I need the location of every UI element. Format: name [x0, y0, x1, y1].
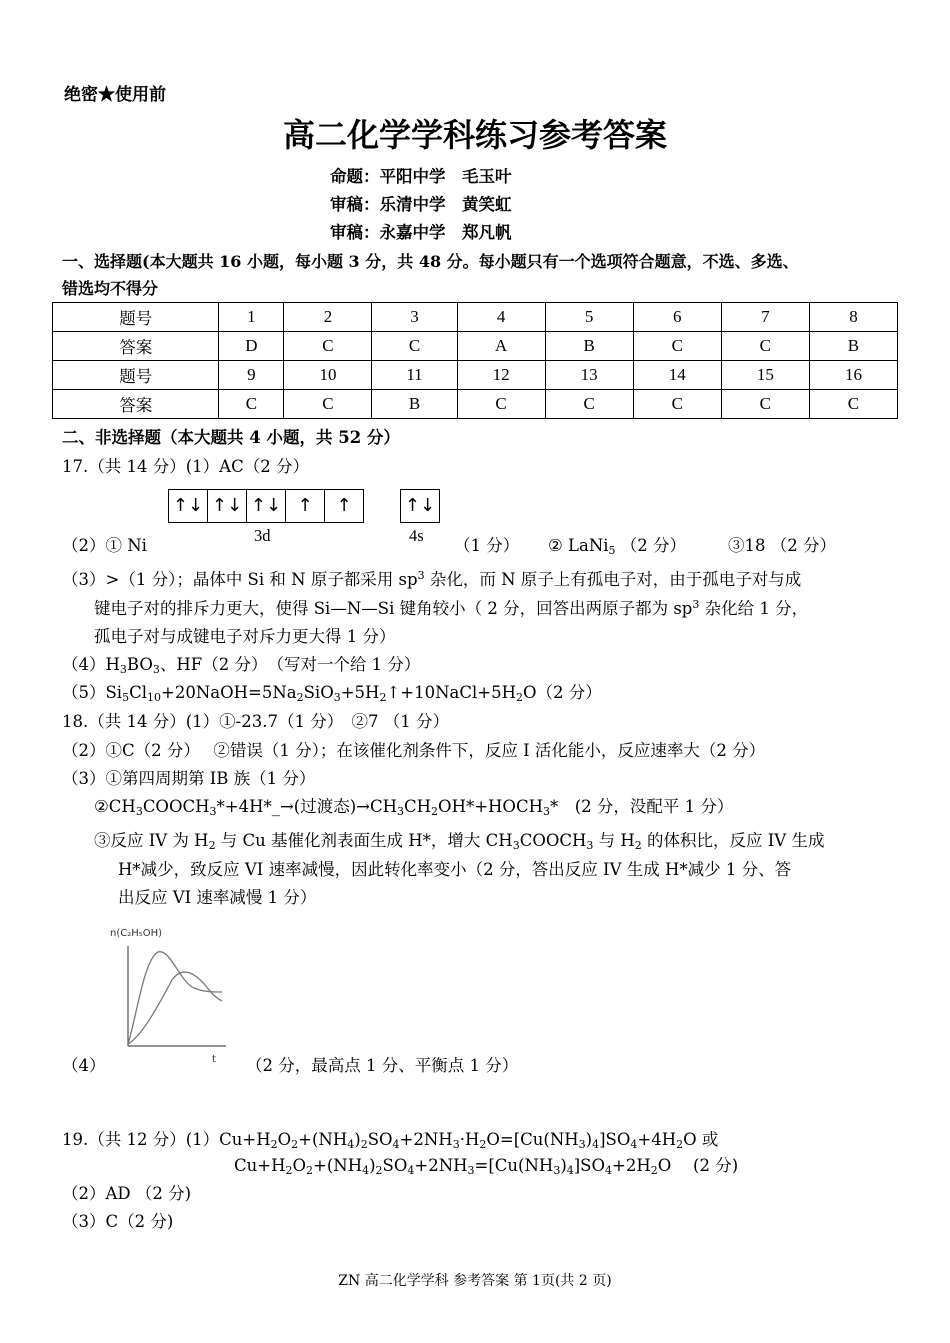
q18-part3-b	[94, 793, 733, 818]
q17-part1: 17.（共 14 分）(1）AC（2 分）	[62, 457, 309, 476]
table-cell: A	[457, 332, 545, 361]
author-line-2: 审稿：乐清中学 黄笑虹	[330, 195, 512, 214]
text: )	[585, 1130, 593, 1149]
q17-part2-b	[548, 532, 686, 557]
author-line-3: 审稿：永嘉中学 郑凡帆	[330, 223, 512, 242]
page-footer: ZN 高二化学学科 参考答案 第 1页(共 2 页)	[338, 1273, 612, 1289]
table-cell: C	[721, 390, 809, 419]
curve-lower-peak	[128, 972, 222, 1044]
orbital-box: ↑	[336, 495, 352, 516]
text: ·H	[459, 1130, 480, 1149]
q18-part2: （2）①C（2 分） ②错误（1 分）；在该催化剂条件下，反应 I 活化能小，反应速率大（2 分）	[62, 741, 766, 760]
subscript: 2	[285, 1164, 293, 1177]
q17-part3-line3: 孤电子对与成键电子对斥力更大得 1 分）	[94, 627, 396, 646]
q19-part2: （2）AD （2 分)	[62, 1184, 192, 1203]
subscript: 3	[578, 1138, 586, 1151]
text: 的体积比，反应 IV 生成	[641, 831, 825, 850]
table-cell: 6	[633, 303, 721, 332]
subscript: 2	[676, 1138, 684, 1151]
subscript: 2	[296, 691, 304, 704]
table-cell: B	[372, 390, 457, 419]
q17-part5	[62, 679, 602, 704]
table-cell: 7	[721, 303, 809, 332]
subscript: 10	[147, 691, 161, 704]
subscript: 4	[592, 1138, 600, 1151]
q18-part4-score: （2 分，最高点 1 分、平衡点 1 分）	[246, 1056, 519, 1075]
table-row	[53, 332, 898, 361]
text: O=[Cu(NH	[486, 1130, 579, 1149]
subscript: 2	[379, 691, 387, 704]
table-cell: 10	[284, 361, 372, 390]
text: （5）Si	[62, 683, 123, 702]
text: *+4H*_→(过渡态)→CH	[216, 797, 398, 816]
table-cell: 13	[545, 361, 633, 390]
text: O (2 分)	[657, 1156, 739, 1175]
text: Cu+H	[234, 1156, 286, 1175]
table-cell: 11	[372, 361, 457, 390]
text: ②CH	[94, 797, 136, 816]
text: )	[354, 1130, 361, 1149]
text: +4H	[637, 1130, 677, 1149]
text: +(NH	[298, 1130, 348, 1149]
q18-part3-a: （3）①第四周期第 IB 族（1 分）	[62, 769, 316, 788]
text: COOCH	[519, 831, 587, 850]
subscript: 2	[360, 1138, 368, 1151]
text: 杂化，而 N 原子上有孤电子对，由于孤电子对与成	[424, 570, 802, 589]
q17-part2-score: （1 分）	[454, 536, 520, 555]
subscript: 3	[553, 1164, 561, 1177]
subscript: 3	[209, 805, 217, 818]
answer-label: 答案	[53, 332, 219, 361]
subscript: 2	[306, 1164, 313, 1177]
subscript: 2	[375, 1164, 383, 1177]
table-cell: C	[219, 390, 284, 419]
text: ③反应 IV 为 H	[94, 831, 209, 850]
subscript: 2	[431, 805, 439, 818]
subscript: 2	[291, 1138, 299, 1151]
orbital-box: ↑↓	[208, 490, 247, 522]
text: +2NH	[414, 1156, 468, 1175]
table-cell: 16	[809, 361, 897, 390]
text: Cl	[129, 683, 147, 702]
subscript: 5	[608, 544, 616, 557]
text: * (2 分，没配平 1 分）	[549, 797, 734, 816]
subscript: 4	[605, 1164, 613, 1177]
subscript: 2	[634, 839, 642, 852]
text: ↑+10NaCl+5H	[386, 683, 516, 702]
table-cell: 3	[372, 303, 457, 332]
text: 与 Cu 基催化剂表面生成 H*，增大 CH	[215, 831, 513, 850]
table-cell: C	[372, 332, 457, 361]
text: 19.（共 12 分）(1）Cu+H	[62, 1130, 271, 1149]
graph-x-label: t	[212, 1054, 216, 1065]
q19-part1-line2	[234, 1152, 738, 1177]
text: SiO	[303, 683, 334, 702]
subscript: 3	[152, 663, 160, 676]
table-cell: C	[457, 390, 545, 419]
text: （2 分）	[620, 536, 687, 555]
table-cell: 12	[457, 361, 545, 390]
text: CH	[404, 797, 432, 816]
subscript: 4	[566, 1164, 574, 1177]
orbital-box: ↑	[286, 490, 325, 522]
text: 与 H	[593, 831, 635, 850]
q19-part3: （3）C（2 分)	[62, 1212, 174, 1231]
text: +5H	[340, 683, 380, 702]
table-cell: C	[545, 390, 633, 419]
ethanol-amount-graph	[108, 924, 230, 1066]
table-cell: B	[545, 332, 633, 361]
table-cell: 9	[219, 361, 284, 390]
q17-part3-line1	[62, 566, 801, 590]
q17-part4	[62, 651, 420, 676]
table-cell: 2	[284, 303, 372, 332]
text: O	[277, 1130, 292, 1149]
text: +20NaOH=5Na	[161, 683, 297, 702]
q17-part3-line2	[94, 595, 808, 619]
table-cell: C	[809, 390, 897, 419]
subscript: 4	[392, 1138, 400, 1151]
text: （4）H	[62, 655, 120, 674]
q18-part1: 18.（共 14 分）(1）①-23.7（1 分） ②7 （1 分）	[62, 712, 449, 731]
table-cell: C	[721, 332, 809, 361]
table-cell: C	[633, 332, 721, 361]
q19-part1-line1	[62, 1126, 718, 1151]
text: O（2 分）	[522, 683, 602, 702]
question-number-label: 题号	[53, 303, 219, 332]
text: SO	[382, 1156, 408, 1175]
text: +2H	[612, 1156, 651, 1175]
orbital-3d-label: 3d	[254, 526, 271, 545]
table-cell: 5	[545, 303, 633, 332]
text: )	[560, 1156, 567, 1175]
text: )	[369, 1156, 376, 1175]
text: +(NH	[313, 1156, 363, 1175]
subscript: 5	[122, 691, 130, 704]
table-cell: 15	[721, 361, 809, 390]
subscript: 2	[270, 1138, 278, 1151]
text: COOCH	[142, 797, 210, 816]
subscript: 4	[347, 1138, 355, 1151]
text: ]SO	[573, 1156, 606, 1175]
subscript: 2	[208, 839, 216, 852]
question-number-label: 题号	[53, 361, 219, 390]
subscript: 3	[397, 805, 405, 818]
graph-y-label: n(C₂H₅OH)	[110, 928, 163, 939]
table-cell: 1	[219, 303, 284, 332]
text: SO	[367, 1130, 393, 1149]
table-cell: C	[284, 390, 372, 419]
subscript: 2	[650, 1164, 658, 1177]
text: OH*+HOCH	[438, 797, 543, 816]
subscript: 3	[467, 1164, 475, 1177]
subscript: 3	[333, 691, 341, 704]
text: O	[292, 1156, 306, 1175]
subscript: 4	[630, 1138, 638, 1151]
q17-part2-c: ③18 （2 分）	[728, 536, 836, 555]
answer-label: 答案	[53, 390, 219, 419]
text: 、HF（2 分） （写对一个给 1 分）	[159, 655, 421, 674]
table-row	[53, 303, 898, 332]
text: =[Cu(NH	[474, 1156, 554, 1175]
text: ]SO	[599, 1130, 631, 1149]
orbital-box: ↑↓	[247, 490, 286, 522]
orbital-box: ↑↓	[404, 495, 436, 516]
q18-part3-c-line3: 出反应 VI 速率减慢 1 分）	[118, 888, 317, 907]
text: O 或	[683, 1130, 719, 1149]
table-row	[53, 361, 898, 390]
page-title: 高二化学学科练习参考答案	[282, 116, 667, 154]
q18-part4-label: （4）	[62, 1056, 106, 1075]
superscript: 3	[417, 569, 425, 582]
table-cell: 8	[809, 303, 897, 332]
confidential-label: 绝密★使用前	[64, 85, 166, 105]
orbital-4s-box	[400, 489, 440, 523]
superscript: 3	[692, 598, 700, 611]
q18-part3-c-line1	[94, 827, 824, 852]
table-cell: D	[219, 332, 284, 361]
section2-heading: 二、非选择题（本大题共 4 小题，共 52 分）	[62, 428, 400, 447]
subscript: 3	[452, 1138, 460, 1151]
table-cell: C	[284, 332, 372, 361]
subscript: 3	[542, 805, 550, 818]
text: （3）>（1 分）；晶体中 Si 和 N 原子都采用 sp	[62, 570, 418, 589]
text: 键电子对的排斥力更大，使得 Si—N—Si 键角较小（ 2 分，回答出两原子都为 sp	[94, 599, 693, 618]
answer-table	[52, 302, 898, 419]
subscript: 4	[407, 1164, 415, 1177]
text: ② LaNi	[548, 536, 609, 555]
table-cell: 4	[457, 303, 545, 332]
text: 杂化给 1 分，	[699, 599, 809, 618]
table-cell: 14	[633, 361, 721, 390]
text: +2NH	[399, 1130, 453, 1149]
subscript: 3	[119, 663, 127, 676]
orbital-3d-boxes	[168, 489, 364, 523]
section1-heading-line1: 一、选择题(本大题共 16 小题，每小题 3 分，共 48 分。每小题只有一个选项符合题意，不选、多选、	[62, 252, 799, 271]
subscript: 3	[512, 839, 520, 852]
subscript: 3	[586, 839, 594, 852]
table-cell: B	[809, 332, 897, 361]
orbital-box: ↑↓	[169, 490, 208, 522]
q17-part2-prefix: （2）① Ni	[62, 536, 147, 555]
table-row	[53, 390, 898, 419]
subscript: 4	[362, 1164, 370, 1177]
subscript: 3	[135, 805, 143, 818]
subscript: 2	[515, 691, 523, 704]
orbital-4s-label: 4s	[409, 526, 424, 545]
q18-part3-c-line2: H*减少，致反应 VI 速率减慢，因此转化率变小（2 分，答出反应 IV 生成 H*减少 1 分、答	[118, 860, 792, 879]
author-line-1: 命题：平阳中学 毛玉叶	[330, 167, 512, 186]
subscript: 2	[479, 1138, 487, 1151]
text: BO	[126, 655, 153, 674]
section1-heading-line2: 错选均不得分	[62, 279, 159, 298]
table-cell: C	[633, 390, 721, 419]
